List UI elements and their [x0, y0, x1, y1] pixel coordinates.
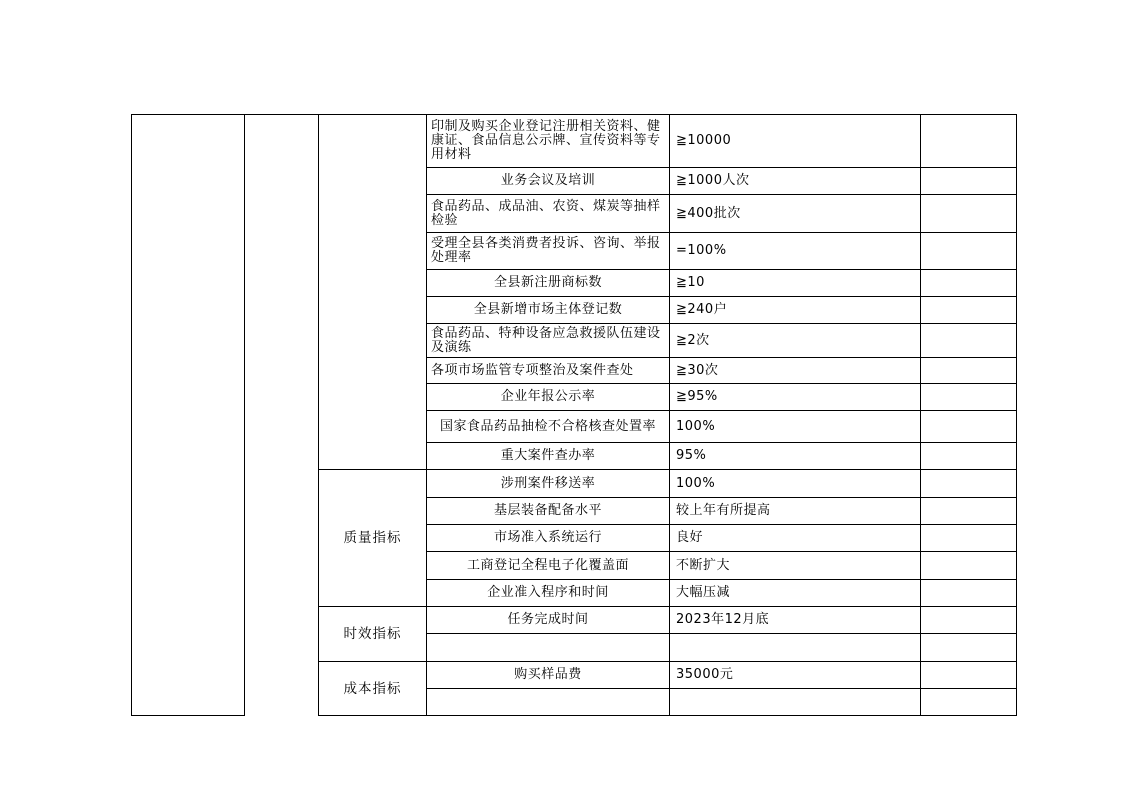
indicator-value: ≧95% — [670, 384, 921, 411]
indicator-name — [427, 689, 670, 716]
remark-cell — [921, 115, 1017, 168]
indicator-value: 2023年12月底 — [670, 607, 921, 634]
indicator-value: ≧2次 — [670, 324, 921, 358]
indicator-name: 基层装备配备水平 — [427, 498, 670, 525]
indicator-value: ≧30次 — [670, 358, 921, 384]
indicator-value — [670, 689, 921, 716]
blank-cell-col1 — [132, 115, 245, 716]
remark-cell — [921, 411, 1017, 443]
indicator-name: 全县新注册商标数 — [427, 270, 670, 297]
indicator-value: 100% — [670, 411, 921, 443]
remark-cell — [921, 525, 1017, 552]
remark-cell — [921, 580, 1017, 607]
indicator-value: ≧10000 — [670, 115, 921, 168]
indicator-value: =100% — [670, 233, 921, 270]
remark-cell — [921, 168, 1017, 195]
performance-indicator-table — [131, 114, 1017, 716]
blank-cell-col2 — [245, 115, 319, 716]
remark-cell — [921, 270, 1017, 297]
indicator-name: 食品药品、特种设备应急救援队伍建设及演练 — [427, 324, 670, 358]
indicator-name: 印制及购买企业登记注册相关资料、健康证、食品信息公示牌、宣传资料等专用材料 — [427, 115, 670, 168]
indicator-value — [670, 634, 921, 662]
indicator-name: 涉刑案件移送率 — [427, 470, 670, 498]
indicator-value: ≧240户 — [670, 297, 921, 324]
remark-cell — [921, 689, 1017, 716]
indicator-name — [427, 634, 670, 662]
indicator-name: 重大案件查办率 — [427, 443, 670, 470]
indicator-name: 任务完成时间 — [427, 607, 670, 634]
indicator-value: ≧1000人次 — [670, 168, 921, 195]
indicator-name: 食品药品、成品油、农资、煤炭等抽样检验 — [427, 195, 670, 233]
indicator-value: 较上年有所提高 — [670, 498, 921, 525]
timeliness-category-label: 时效指标 — [319, 607, 427, 662]
indicator-name: 企业准入程序和时间 — [427, 580, 670, 607]
remark-cell — [921, 443, 1017, 470]
indicator-value: 35000元 — [670, 662, 921, 689]
indicator-name: 业务会议及培训 — [427, 168, 670, 195]
cost-category-label: 成本指标 — [319, 662, 427, 716]
remark-cell — [921, 195, 1017, 233]
indicator-table-wrapper — [131, 114, 1017, 716]
table-row — [132, 115, 1017, 168]
indicator-value: 100% — [670, 470, 921, 498]
remark-cell — [921, 233, 1017, 270]
remark-cell — [921, 324, 1017, 358]
quantity-category-cell — [319, 115, 427, 470]
indicator-name: 企业年报公示率 — [427, 384, 670, 411]
remark-cell — [921, 634, 1017, 662]
indicator-value: ≧10 — [670, 270, 921, 297]
indicator-value: 大幅压减 — [670, 580, 921, 607]
indicator-name: 购买样品费 — [427, 662, 670, 689]
indicator-name: 各项市场监管专项整治及案件查处 — [427, 358, 670, 384]
remark-cell — [921, 470, 1017, 498]
remark-cell — [921, 384, 1017, 411]
remark-cell — [921, 607, 1017, 634]
indicator-value: 良好 — [670, 525, 921, 552]
remark-cell — [921, 552, 1017, 580]
remark-cell — [921, 297, 1017, 324]
indicator-name: 全县新增市场主体登记数 — [427, 297, 670, 324]
indicator-value: 不断扩大 — [670, 552, 921, 580]
remark-cell — [921, 498, 1017, 525]
indicator-name: 国家食品药品抽检不合格核查处置率 — [427, 411, 670, 443]
indicator-name: 工商登记全程电子化覆盖面 — [427, 552, 670, 580]
indicator-value: ≧400批次 — [670, 195, 921, 233]
indicator-name: 受理全县各类消费者投诉、咨询、举报处理率 — [427, 233, 670, 270]
remark-cell — [921, 662, 1017, 689]
remark-cell — [921, 358, 1017, 384]
indicator-name: 市场准入系统运行 — [427, 525, 670, 552]
quality-category-label: 质量指标 — [319, 470, 427, 607]
indicator-value: 95% — [670, 443, 921, 470]
